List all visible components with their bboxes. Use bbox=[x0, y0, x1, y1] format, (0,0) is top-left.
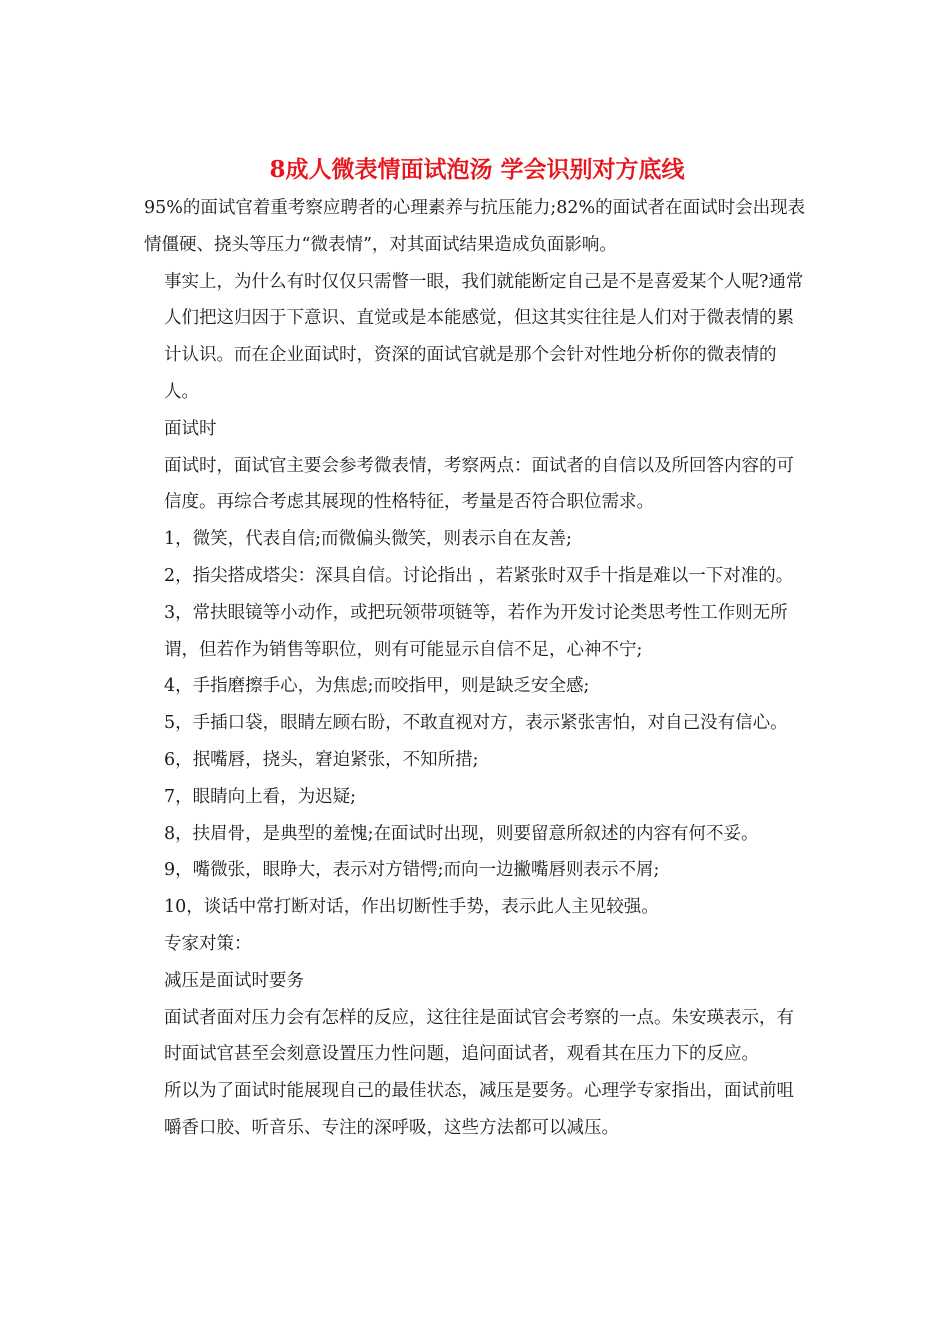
document-page bbox=[144, 150, 810, 1147]
paragraph: 2，指尖搭成塔尖：深具自信。讨论指出 ，若紧张时双手十指是难以一下对准的。 bbox=[164, 565, 794, 586]
paragraph: 1，微笑，代表自信;而微偏头微笑，则表示自在友善; bbox=[164, 529, 572, 550]
paragraph: 95%的面试官着重考察应聘者的心理素养与抗压能力;82%的面试者在面试时会出现表情僵硬、挠头等压力“微表情”，对其面试结果造成负面影响。 bbox=[144, 198, 806, 255]
paragraph: 面试者面对压力会有怎样的反应，这往往是面试官会考察的一点。朱安瑛表示，有时面试官甚至会刻意设置压力性问题，追问面试者，观看其在压力下的反应。 bbox=[164, 1007, 794, 1065]
paragraph: 6，抿嘴唇，挠头，窘迫紧张，不知所措; bbox=[164, 749, 479, 770]
paragraph: 减压是面试时要务 bbox=[164, 970, 304, 991]
document-body bbox=[144, 190, 810, 1147]
paragraph: 面试时，面试官主要会参考微表情，考察两点：面试者的自信以及所回答内容的可信度。再综合考虑其展现的性格特征，考量是否符合职位需求。 bbox=[164, 455, 794, 513]
paragraph: 9，嘴微张，眼睁大，表示对方错愕;而向一边撇嘴唇则表示不屑; bbox=[164, 860, 660, 881]
document-title: 8成人微表情面试泡汤 学会识别对方底线 bbox=[269, 156, 685, 183]
paragraph: 所以为了面试时能展现自己的最佳状态，减压是要务。心理学专家指出，面试前咀嚼香口胶、听音乐、专注的深呼吸，这些方法都可以减压。 bbox=[164, 1081, 794, 1138]
paragraph: 7，眼睛向上看，为迟疑; bbox=[164, 786, 357, 807]
paragraph: 专家对策： bbox=[164, 933, 252, 954]
paragraph: 5，手插口袋，眼睛左顾右盼，不敢直视对方，表示紧张害怕，对自己没有信心。 bbox=[164, 713, 788, 734]
paragraph: 面试时 bbox=[164, 418, 217, 439]
paragraph: 事实上，为什么有时仅仅只需瞥一眼，我们就能断定自己是不是喜爱某个人呢?通常人们把这归因于下意识、直觉或是本能感觉，但这其实往往是人们对于微表情的累计认识。而在企业面试时，资深的面试官就是那个会针对性地分析你的微表情的人。 bbox=[164, 271, 804, 402]
paragraph: 4，手指磨擦手心，为焦虑;而咬指甲，则是缺乏安全感; bbox=[164, 676, 590, 697]
paragraph: 10，谈话中常打断对话，作出切断性手势，表示此人主见较强。 bbox=[164, 897, 659, 918]
paragraph: 3，常扶眼镜等小动作，或把玩领带项链等，若作为开发讨论类思考性工作则无所谓，但若作为销售等职位，则有可能显示自信不足，心神不宁; bbox=[164, 602, 788, 660]
paragraph: 8，扶眉骨，是典型的羞愧;在面试时出现，则要留意所叙述的内容有何不妥。 bbox=[164, 823, 759, 844]
